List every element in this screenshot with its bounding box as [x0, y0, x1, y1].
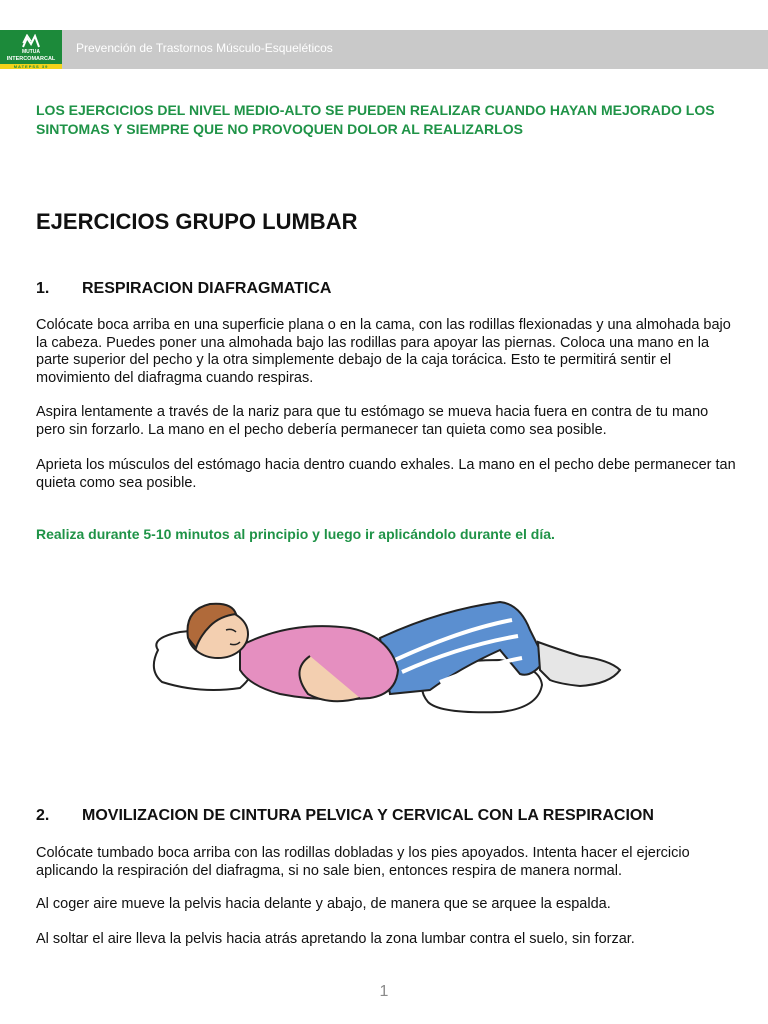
section1-number: 1. — [36, 280, 50, 297]
section2-paragraph-1: Colócate tumbado boca arriba con las rodillas dobladas y los pies apoyados. Intenta hacer el ejercicio aplicando la respiración del diafragma, si no sale bien, entonces respira de manera normal. — [36, 845, 690, 879]
section1-note: Realiza durante 5-10 minutos al principio y luego ir aplicándolo durante el día. — [36, 526, 555, 542]
logo-line1: MUTUA — [21, 49, 41, 55]
section2-title: MOVILIZACION DE CINTURA PELVICA Y CERVICAL CON LA RESPIRACION — [82, 807, 654, 824]
section2-paragraph-3: Al soltar el aire lleva la pelvis hacia atrás apretando la zona lumbar contra el suelo, sin forzar. — [36, 931, 635, 947]
logo-mark-icon — [21, 34, 41, 48]
section1-paragraph-1: Colócate boca arriba en una superficie plana o en la cama, con las rodillas flexionadas y una almohada bajo la cabeza. Puedes poner una almohada bajo las rodillas para apoyar las piernas. Coloca una mano en la parte superior del pecho y la otra simplemente debajo de la caja torácica. Esto te permitirá sentir el movimiento del diafragma cuando respiras. — [36, 317, 731, 386]
section2-paragraph-2: Al coger aire mueve la pelvis hacia delante y abajo, de manera que se arquee la espalda. — [36, 896, 611, 912]
intro-notice: LOS EJERCICIOS DEL NIVEL MEDIO-ALTO SE PUEDEN REALIZAR CUANDO HAYAN MEJORADO LOS SINTOMAS Y SIEMPRE QUE NO PROVOQUEN DOLOR AL REALIZARLOS — [36, 102, 715, 137]
header-title: Prevención de Trastornos Músculo-Esqueléticos — [76, 41, 333, 55]
section2-heading — [36, 807, 654, 825]
mutua-intercomarcal-logo — [0, 30, 62, 69]
section1-paragraph-3: Aprieta los músculos del estómago hacia dentro cuando exhales. La mano en el pecho debe permanecer tan quieta como sea posible. — [36, 457, 736, 491]
logo-line2: INTERCOMARCAL — [6, 56, 56, 62]
page-title: EJERCICIOS GRUPO LUMBAR — [36, 209, 358, 234]
person-lying-on-pillows-icon — [140, 590, 630, 725]
section1-heading — [36, 280, 331, 298]
section1-title: RESPIRACION DIAFRAGMATICA — [82, 280, 332, 297]
page-number: 1 — [379, 983, 389, 1000]
page-header — [0, 30, 768, 69]
section2-number: 2. — [36, 807, 50, 824]
section1-paragraph-2: Aspira lentamente a través de la nariz para que tu estómago se mueva hacia fuera en contra de tu mano pero sin forzarlo. La mano en el pecho debería permanecer tan quieta como sea posible. — [36, 404, 709, 438]
logo-stripe: MATEPSS 39 — [0, 64, 62, 69]
